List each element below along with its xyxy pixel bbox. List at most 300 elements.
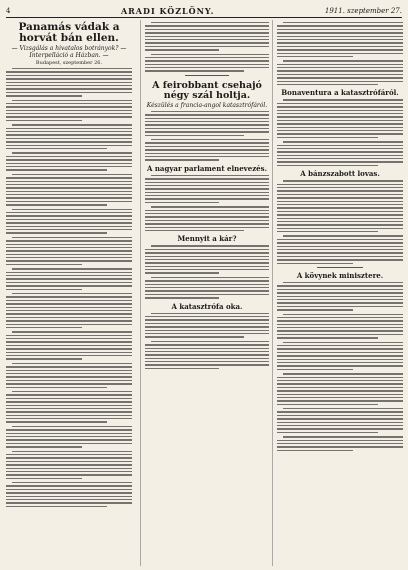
text-line (277, 292, 403, 293)
text-line (145, 297, 219, 298)
text-line (145, 336, 244, 337)
text-line (145, 259, 269, 260)
text-line (6, 103, 132, 104)
text-line (145, 223, 269, 224)
text-line (6, 285, 132, 286)
text-paragraph (277, 342, 403, 371)
text-line (6, 383, 132, 384)
text-line (277, 296, 403, 297)
text-line (6, 502, 132, 503)
text-line (6, 320, 132, 321)
text-line (6, 401, 132, 402)
text-line (12, 174, 132, 175)
text-line (145, 60, 269, 61)
text-line (6, 131, 132, 132)
text-line (277, 369, 353, 370)
text-paragraph (6, 293, 132, 328)
text-line (6, 82, 132, 83)
text-line (12, 391, 132, 392)
text-line (151, 22, 269, 23)
text-line (6, 471, 132, 472)
text-line (151, 341, 269, 342)
text-paragraph (145, 139, 269, 161)
text-line (277, 145, 403, 146)
text-line (277, 345, 403, 346)
text-paragraph (277, 314, 403, 339)
text-paragraph (6, 152, 132, 170)
text-line (6, 229, 132, 230)
article-body-text (6, 68, 132, 507)
text-line (145, 368, 219, 369)
text-line (6, 296, 132, 297)
text-line (277, 362, 403, 363)
text-line (277, 53, 403, 54)
text-line (6, 204, 107, 205)
text-line (277, 446, 403, 447)
text-line (6, 373, 132, 374)
text-line (277, 32, 403, 33)
text-line (145, 213, 269, 214)
text-line (145, 39, 269, 40)
text-line (145, 266, 269, 267)
text-line (277, 415, 403, 416)
paper-title: ARADI KÖZLÖNY. (120, 5, 215, 16)
text-line (6, 166, 132, 167)
text-line (277, 151, 403, 152)
text-line (6, 250, 132, 251)
text-line (6, 358, 82, 359)
text-line (6, 376, 132, 377)
text-line (6, 492, 132, 493)
text-line (277, 337, 378, 338)
text-line (277, 443, 403, 444)
text-line (145, 348, 269, 349)
text-line (6, 468, 132, 469)
text-line (6, 506, 107, 507)
text-line (277, 123, 403, 124)
text-line (277, 249, 403, 250)
text-line (283, 373, 403, 374)
text-line (151, 111, 269, 112)
text-line (6, 352, 132, 353)
text-line (145, 262, 269, 263)
text-line (145, 361, 269, 362)
text-line (6, 370, 132, 371)
text-line (145, 42, 269, 43)
text-line (6, 232, 107, 233)
text-line (6, 408, 132, 409)
text-line (277, 29, 403, 30)
text-line (283, 60, 403, 61)
article-body-text (277, 282, 403, 451)
text-line (6, 191, 132, 192)
text-line (145, 192, 269, 193)
section-heading: Mennyit a kár? (177, 234, 237, 244)
text-line (277, 390, 403, 391)
text-paragraph (277, 436, 403, 451)
text-line (6, 85, 132, 86)
text-line (12, 68, 132, 69)
text-line (151, 175, 269, 176)
text-line (277, 450, 353, 451)
text-line (6, 257, 132, 258)
article-headline: Panamás vádak a horvát bán ellen. (18, 21, 120, 44)
text-line (12, 451, 132, 452)
text-line (6, 254, 132, 255)
text-line (6, 159, 132, 160)
masthead (6, 4, 402, 18)
text-paragraph (277, 60, 403, 85)
text-line (6, 324, 132, 325)
text-line (277, 197, 403, 198)
text-line (6, 405, 132, 406)
text-line (145, 198, 269, 199)
text-line (277, 334, 403, 335)
text-line (277, 194, 403, 195)
text-paragraph (6, 426, 132, 448)
text-line (6, 366, 132, 367)
text-line (145, 230, 244, 231)
article-body-text-top (145, 22, 269, 72)
text-line (277, 155, 403, 156)
text-line (277, 103, 403, 104)
text-line (277, 422, 403, 423)
text-line (6, 148, 107, 149)
text-line (145, 249, 269, 250)
text-paragraph (145, 22, 269, 51)
text-line (6, 181, 132, 182)
text-line (6, 411, 132, 412)
text-line (277, 397, 403, 398)
text-line (6, 272, 132, 273)
text-line (6, 240, 132, 241)
text-line (277, 348, 403, 349)
text-line (145, 159, 219, 160)
text-line (277, 404, 378, 405)
text-line (277, 81, 403, 82)
text-line (277, 299, 403, 300)
text-line (145, 49, 219, 50)
text-line (277, 64, 403, 65)
text-line (145, 121, 269, 122)
text-line (6, 71, 132, 72)
text-paragraph (145, 313, 269, 338)
text-line (6, 88, 132, 89)
text-line (283, 436, 403, 437)
text-line (277, 263, 353, 264)
text-line (6, 496, 132, 497)
text-line (277, 317, 403, 318)
text-line (277, 228, 403, 229)
text-line (6, 163, 132, 164)
text-line (6, 338, 132, 339)
text-line (6, 184, 132, 185)
text-line (6, 429, 132, 430)
article-headline: A feirobbant csehajó négy szál holtja. (152, 79, 262, 101)
text-line (277, 113, 403, 114)
text-line (145, 323, 269, 324)
text-line (151, 313, 269, 314)
text-line (6, 335, 132, 336)
text-line (6, 303, 132, 304)
text-line (6, 478, 82, 479)
text-line (145, 57, 269, 58)
text-line (6, 169, 107, 170)
text-line (6, 307, 132, 308)
text-line (277, 320, 403, 321)
text-paragraph (145, 111, 269, 136)
text-line (6, 275, 132, 276)
text-line (6, 75, 132, 76)
text-line (12, 237, 132, 238)
text-line (283, 180, 403, 181)
text-line (277, 204, 403, 205)
text-line (12, 482, 132, 483)
text-line (151, 139, 269, 140)
text-line (283, 408, 403, 409)
text-line (145, 256, 269, 257)
article-body-text (277, 99, 403, 166)
text-line (277, 120, 403, 121)
text-line (145, 46, 269, 47)
text-line (145, 290, 269, 291)
text-paragraph (277, 180, 403, 232)
text-paragraph (145, 175, 269, 204)
text-line (145, 124, 269, 125)
text-line (145, 67, 269, 68)
text-line (277, 106, 403, 107)
text-line (6, 327, 82, 328)
page-number: 4 (6, 6, 11, 15)
text-line (277, 74, 403, 75)
text-line (145, 210, 269, 211)
article-body-text (145, 111, 269, 161)
text-line (145, 32, 269, 33)
text-line (277, 49, 403, 50)
text-line (145, 202, 219, 203)
text-paragraph (145, 341, 269, 370)
text-line (6, 92, 132, 93)
text-line (6, 387, 107, 388)
text-line (283, 342, 403, 343)
text-line (6, 380, 132, 381)
text-line (145, 326, 269, 327)
text-line (145, 220, 269, 221)
text-line (6, 113, 132, 114)
text-paragraph (145, 245, 269, 274)
text-line (6, 289, 82, 290)
text-line (277, 309, 353, 310)
text-line (277, 365, 403, 366)
text-line (6, 499, 132, 500)
text-line (151, 245, 269, 246)
text-line (283, 141, 403, 142)
text-line (283, 235, 403, 236)
text-paragraph (277, 282, 403, 311)
text-line (277, 184, 403, 185)
text-line (6, 474, 132, 475)
text-line (145, 29, 269, 30)
text-paragraph (277, 141, 403, 166)
text-line (6, 454, 132, 455)
text-line (277, 133, 403, 134)
text-line (145, 294, 269, 295)
text-line (277, 130, 403, 131)
text-line (145, 319, 269, 320)
text-line (12, 426, 132, 427)
text-line (145, 287, 269, 288)
text-line (6, 341, 132, 342)
text-paragraph (6, 482, 132, 507)
text-line (6, 348, 132, 349)
article-body-text (145, 175, 269, 232)
text-line (6, 177, 132, 178)
text-paragraph (277, 235, 403, 264)
text-line (6, 212, 132, 213)
text-line (145, 25, 269, 26)
text-line (277, 327, 403, 328)
text-line (277, 221, 403, 222)
text-line (6, 446, 82, 447)
text-line (6, 78, 132, 79)
text-line (145, 195, 269, 196)
text-line (6, 120, 82, 121)
text-line (277, 165, 378, 166)
text-line (277, 440, 403, 441)
text-line (145, 64, 269, 65)
text-paragraph (145, 54, 269, 72)
text-line (6, 436, 132, 437)
text-line (6, 134, 132, 135)
text-line (277, 330, 403, 331)
text-line (277, 432, 378, 433)
text-line (145, 284, 269, 285)
text-paragraph (6, 209, 132, 234)
text-line (277, 39, 403, 40)
text-line (145, 153, 269, 154)
text-line (6, 215, 132, 216)
text-line (277, 207, 403, 208)
text-line (145, 182, 269, 183)
text-line (277, 70, 403, 71)
text-line (6, 110, 132, 111)
text-line (277, 214, 403, 215)
text-line (145, 114, 269, 115)
text-line (277, 302, 403, 303)
text-paragraph (277, 373, 403, 405)
text-line (277, 25, 403, 26)
text-line (6, 317, 132, 318)
text-line (6, 355, 132, 356)
text-line (145, 280, 269, 281)
text-line (12, 331, 132, 332)
section-heading: A katasztrófa oka. (171, 301, 243, 311)
issue-date: 1911. szeptember 27. (324, 6, 402, 15)
text-line (6, 310, 132, 311)
text-line (277, 411, 403, 412)
text-line (151, 206, 269, 207)
text-line (12, 268, 132, 269)
text-line (6, 219, 132, 220)
text-line (6, 433, 132, 434)
text-line (12, 100, 132, 101)
text-line (277, 36, 403, 37)
text-line (283, 314, 403, 315)
text-line (277, 394, 403, 395)
text-line (6, 264, 82, 265)
article-dateline: Budapest, szeptember 26. (35, 60, 103, 66)
text-line (277, 400, 403, 401)
text-line (6, 197, 132, 198)
text-line (277, 137, 378, 138)
text-line (277, 201, 403, 202)
text-line (277, 428, 403, 429)
text-line (6, 418, 132, 419)
text-line (145, 344, 269, 345)
text-line (277, 158, 403, 159)
text-line (145, 227, 269, 228)
text-line (12, 293, 132, 294)
text-line (277, 256, 403, 257)
text-line (145, 36, 269, 37)
text-line (6, 156, 132, 157)
text-line (145, 149, 269, 150)
text-line (6, 138, 132, 139)
text-line (6, 439, 132, 440)
text-line (145, 252, 269, 253)
text-line (145, 135, 244, 136)
text-line (6, 485, 132, 486)
text-line (6, 128, 132, 129)
text-paragraph (6, 174, 132, 206)
text-line (6, 461, 132, 462)
text-line (277, 239, 403, 240)
text-line (12, 209, 132, 210)
text-line (283, 282, 403, 283)
text-line (6, 201, 132, 202)
text-line (6, 106, 132, 107)
text-line (145, 354, 269, 355)
text-line (145, 216, 269, 217)
text-line (145, 142, 269, 143)
text-line (145, 272, 219, 273)
text-line (277, 352, 403, 353)
text-line (6, 222, 132, 223)
text-line (6, 116, 132, 117)
text-paragraph (6, 124, 132, 149)
text-line (277, 161, 403, 162)
text-line (277, 77, 403, 78)
text-line (6, 313, 132, 314)
section-heading: Bonaventura a katasztrófáról. (281, 88, 399, 98)
text-line (145, 316, 269, 317)
text-line (277, 187, 403, 188)
text-line (277, 359, 403, 360)
article-deck: — Vizsgálás a hivatalos botrányok? — Interpelláció a Házban. — (11, 45, 127, 59)
text-line (277, 127, 403, 128)
text-line (277, 246, 403, 247)
text-paragraph (6, 68, 132, 97)
text-line (145, 118, 269, 119)
text-paragraph (6, 363, 132, 388)
text-line (277, 148, 403, 149)
text-line (12, 152, 132, 153)
text-line (6, 464, 132, 465)
text-line (145, 156, 269, 157)
text-line (151, 54, 269, 55)
text-line (277, 377, 403, 378)
text-line (277, 324, 403, 325)
